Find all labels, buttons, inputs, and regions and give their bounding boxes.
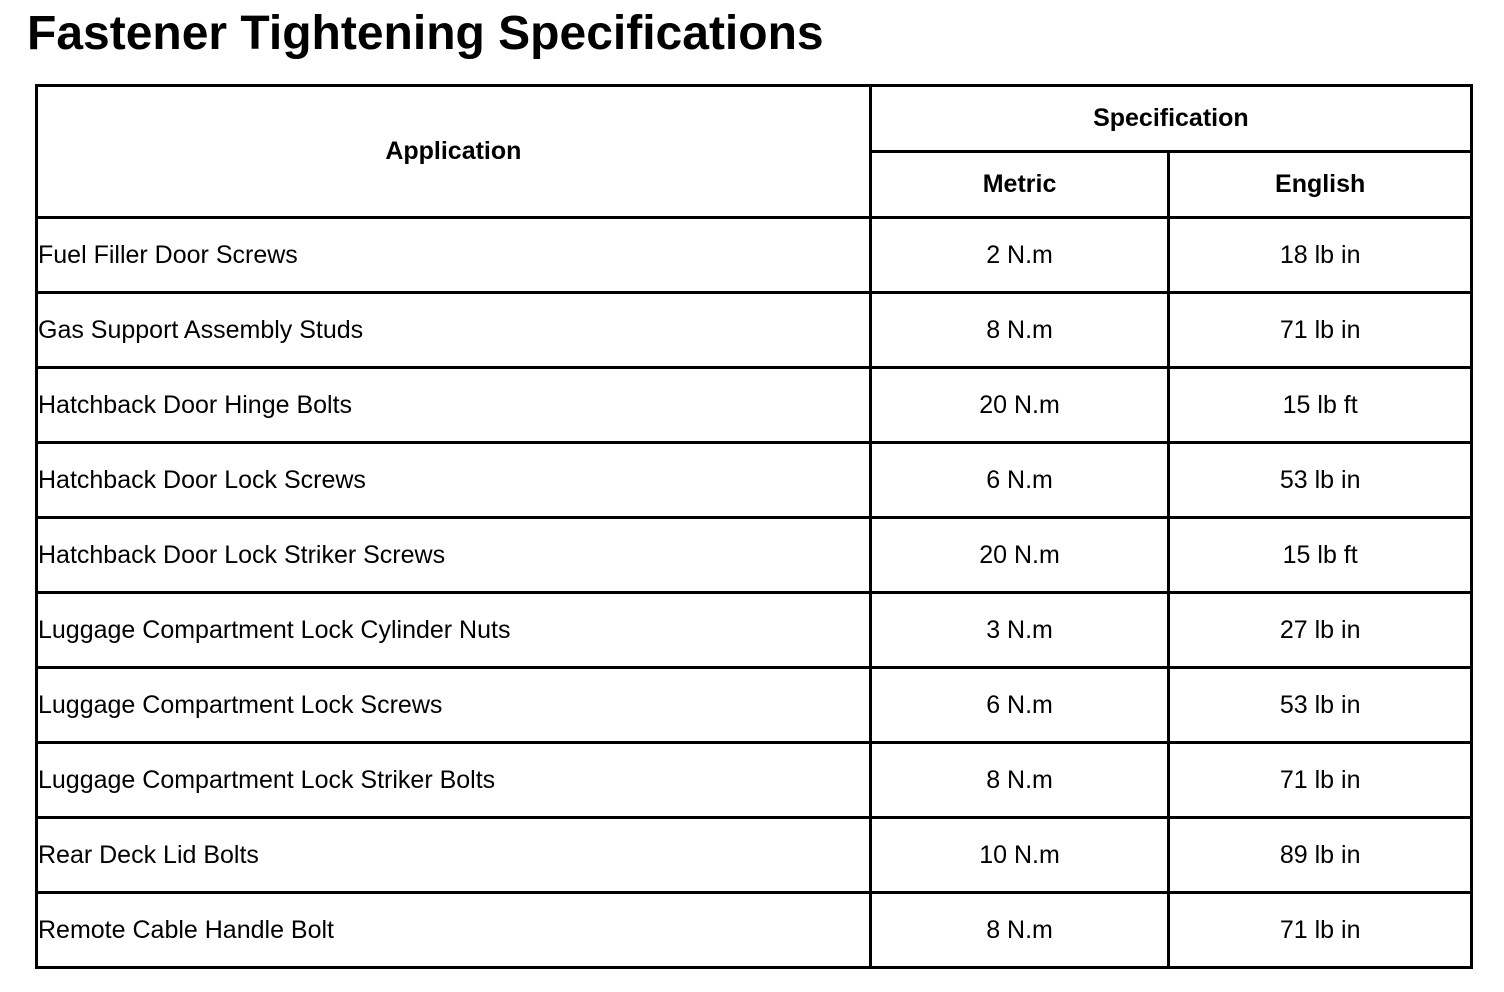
table-row: [37, 668, 1472, 743]
cell-application: Rear Deck Lid Bolts: [37, 818, 871, 893]
cell-metric: 20 N.m: [870, 368, 1169, 443]
cell-english: 71 lb in: [1169, 293, 1472, 368]
fastener-spec-table: [35, 84, 1473, 969]
header-english: English: [1169, 152, 1472, 218]
cell-application: Gas Support Assembly Studs: [37, 293, 871, 368]
cell-metric: 2 N.m: [870, 218, 1169, 293]
cell-application: Hatchback Door Hinge Bolts: [37, 368, 871, 443]
cell-english: 15 lb ft: [1169, 368, 1472, 443]
header-specification: Specification: [870, 86, 1471, 152]
cell-english: 53 lb in: [1169, 443, 1472, 518]
table-header: [37, 86, 1472, 218]
table-row: [37, 368, 1472, 443]
table-row: [37, 218, 1472, 293]
cell-metric: 8 N.m: [870, 743, 1169, 818]
table-row: [37, 893, 1472, 968]
cell-english: 18 lb in: [1169, 218, 1472, 293]
table-row: [37, 818, 1472, 893]
cell-metric: 6 N.m: [870, 668, 1169, 743]
cell-english: 71 lb in: [1169, 743, 1472, 818]
cell-application: Hatchback Door Lock Screws: [37, 443, 871, 518]
cell-application: Hatchback Door Lock Striker Screws: [37, 518, 871, 593]
cell-application: Luggage Compartment Lock Screws: [37, 668, 871, 743]
cell-application: Fuel Filler Door Screws: [37, 218, 871, 293]
cell-english: 53 lb in: [1169, 668, 1472, 743]
table-row: [37, 743, 1472, 818]
header-application: Application: [37, 86, 871, 218]
cell-metric: 8 N.m: [870, 293, 1169, 368]
cell-application: Luggage Compartment Lock Cylinder Nuts: [37, 593, 871, 668]
cell-metric: 6 N.m: [870, 443, 1169, 518]
cell-english: 15 lb ft: [1169, 518, 1472, 593]
header-row-top: [37, 86, 1472, 152]
cell-english: 89 lb in: [1169, 818, 1472, 893]
cell-application: Luggage Compartment Lock Striker Bolts: [37, 743, 871, 818]
table-row: [37, 518, 1472, 593]
table-row: [37, 293, 1472, 368]
page-title: Fastener Tightening Specifications: [27, 7, 824, 60]
table-row: [37, 593, 1472, 668]
table-body: [37, 218, 1472, 968]
cell-english: 27 lb in: [1169, 593, 1472, 668]
cell-metric: 3 N.m: [870, 593, 1169, 668]
cell-metric: 20 N.m: [870, 518, 1169, 593]
cell-english: 71 lb in: [1169, 893, 1472, 968]
table-row: [37, 443, 1472, 518]
header-metric: Metric: [870, 152, 1169, 218]
cell-metric: 8 N.m: [870, 893, 1169, 968]
cell-application: Remote Cable Handle Bolt: [37, 893, 871, 968]
cell-metric: 10 N.m: [870, 818, 1169, 893]
